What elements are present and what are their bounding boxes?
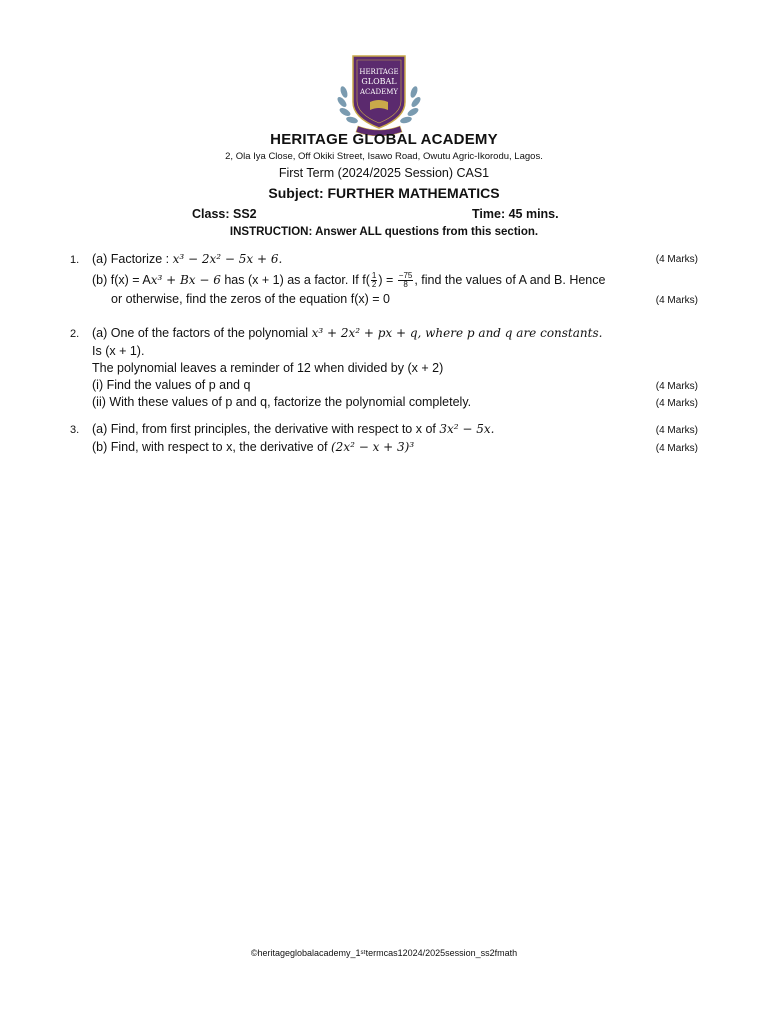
marks-3b: (4 Marks) — [655, 443, 698, 454]
question-2a — [92, 326, 602, 340]
term-session: First Term (2024/2025 Session) CAS1 — [278, 166, 490, 180]
instruction: INSTRUCTION: Answer ALL questions from this section. — [229, 226, 539, 238]
fraction-neg75-8 — [398, 272, 414, 289]
crest-text-line2: GLOBAL — [361, 77, 397, 86]
question-1a-text: (a) Factorize : — [92, 252, 173, 266]
question-2-line2: Is (x + 1). — [92, 344, 145, 358]
question-1b — [92, 272, 605, 289]
question-number-3: 3. — [70, 424, 80, 436]
crest-text-line3: ACADEMY — [360, 88, 398, 96]
question-3b-math: (2x² − x + 3)³ — [331, 440, 415, 454]
fraction-neg75-denominator: 8 — [403, 280, 408, 289]
question-2-ii: (ii) With these values of p and q, factorize the polynomial completely. — [92, 395, 472, 409]
question-3b — [92, 440, 414, 454]
subject-title: Subject: FURTHER MATHEMATICS — [268, 185, 500, 201]
question-3a-math: 3x² − 5x. — [439, 422, 495, 436]
fraction-half-numerator: 1 — [371, 271, 377, 280]
question-number-1: 1. — [70, 254, 80, 266]
marks-1b: (4 Marks) — [655, 295, 698, 306]
school-address: 2, Ola Iya Close, Off Okiki Street, Isawo Road, Owutu Agric-Ikorodu, Lagos. — [225, 151, 543, 162]
question-3b-text: (b) Find, with respect to x, the derivative of — [92, 440, 331, 454]
question-1b-prefix: (b) f(x) = A — [92, 272, 151, 287]
class-label: Class: SS2 — [192, 207, 257, 221]
question-number-2: 2. — [70, 328, 80, 340]
school-name: HERITAGE GLOBAL ACADEMY — [270, 131, 498, 148]
question-3a-text: (a) Find, from first principles, the derivative with respect to x of — [92, 422, 440, 436]
question-1b-math: x³ + Bx − 6 — [150, 272, 221, 287]
question-2-i: (i) Find the values of p and q — [92, 378, 251, 392]
footer-watermark: ©heritageglobalacademy_1ˢᵗtermcas12024/2025session_ss2fmath — [250, 948, 518, 958]
question-2a-math: x³ + 2x² + px + q, where p and q are constants. — [311, 326, 603, 340]
school-crest-logo — [336, 52, 422, 136]
marks-2i: (4 Marks) — [655, 381, 698, 392]
marks-2ii: (4 Marks) — [655, 398, 698, 409]
question-1b-mid: has (x + 1) as a factor. If f( — [220, 272, 370, 287]
fraction-half — [371, 272, 377, 289]
question-1b-eq: ) = — [378, 272, 397, 287]
time-label: Time: 45 mins. — [472, 207, 559, 221]
question-1a — [92, 252, 282, 266]
crest-text-line1: HERITAGE — [359, 68, 399, 76]
question-1b-suffix: , find the values of A and B. Hence — [414, 272, 606, 287]
marks-1a: (4 Marks) — [655, 254, 698, 265]
fraction-half-denominator: 2 — [371, 280, 377, 289]
question-1b-line2: or otherwise, find the zeros of the equation f(x) = 0 — [111, 292, 390, 306]
marks-3a: (4 Marks) — [655, 425, 698, 436]
question-1a-math: x³ − 2x² − 5x + 6. — [172, 252, 283, 266]
fraction-neg75-numerator: −75 — [398, 271, 413, 280]
question-3a — [92, 422, 494, 436]
question-2a-text: (a) One of the factors of the polynomial — [92, 326, 312, 340]
question-2-line3: The polynomial leaves a reminder of 12 when divided by (x + 2) — [92, 361, 444, 375]
